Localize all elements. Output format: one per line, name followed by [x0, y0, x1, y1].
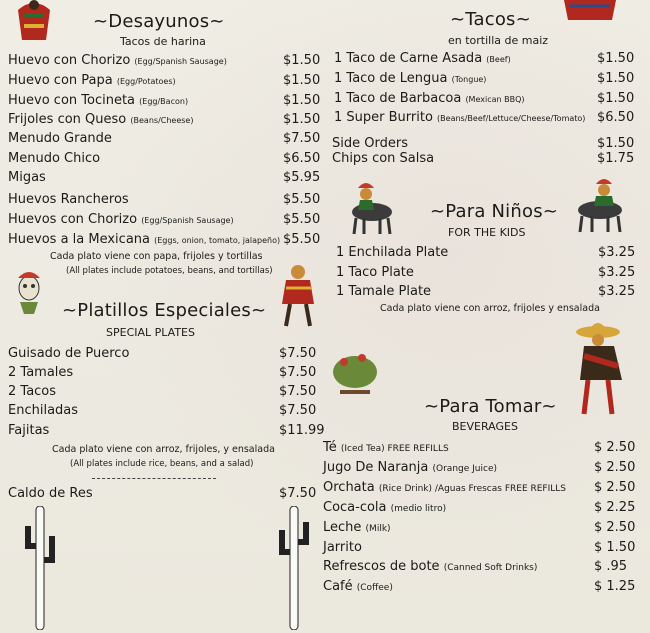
item-price: $3.25	[598, 265, 636, 280]
list-item: Enchiladas	[8, 403, 79, 418]
divider	[92, 478, 216, 479]
list-item: 1 Enchilada Plate	[336, 245, 449, 260]
item-price: $7.50	[279, 403, 317, 418]
item-price: $1.50	[283, 53, 321, 68]
item-price: $5.95	[283, 170, 321, 185]
item-price: $ 1.25	[594, 579, 636, 594]
list-item: Fajitas	[8, 423, 50, 438]
ninos-heading: ~Para Niños~	[430, 201, 559, 222]
tomar-heading: ~Para Tomar~	[424, 396, 557, 417]
item-price: $6.50	[597, 110, 635, 125]
item-price: $1.50	[597, 71, 635, 86]
donkey-rider-illustration-left	[340, 176, 404, 236]
item-price: $3.25	[598, 284, 636, 299]
list-item: Menudo Chico	[8, 151, 101, 166]
list-item: 1 Taco de Lengua (Tongue)	[334, 71, 487, 86]
item-price: $7.50	[279, 365, 317, 380]
item-price: $ 2.25	[594, 500, 636, 515]
item-price: $1.50	[283, 112, 321, 127]
item-price: $5.50	[283, 192, 321, 207]
list-item: 1 Taco Plate	[336, 265, 414, 280]
item-price: $1.50	[283, 93, 321, 108]
folk-dancer-illustration-right	[560, 0, 620, 24]
desayunos-note-english: (All plates include potatoes, beans, and tortillas)	[66, 266, 273, 276]
item-price: $1.50	[597, 91, 635, 106]
list-item: Jugo De Naranja (Orange Juice)	[323, 460, 497, 475]
item-price: $7.50	[279, 486, 317, 501]
especiales-note-english: (All plates include rice, beans, and a salad)	[70, 459, 254, 469]
list-item: 1 Super Burrito (Beans/Beef/Lettuce/Cheese/Tomato)	[334, 110, 586, 125]
item-price: $ 2.50	[594, 480, 636, 495]
list-item: Coca-cola (medio litro)	[323, 500, 447, 515]
list-item: Jarrito	[323, 540, 362, 555]
especiales-subtitle: SPECIAL PLATES	[106, 326, 195, 339]
sombrero-skull-illustration	[10, 268, 48, 316]
item-price: $5.50	[283, 212, 321, 227]
item-price: $1.50	[597, 136, 635, 151]
list-item: Caldo de Res	[8, 486, 93, 501]
item-price: $3.25	[598, 245, 636, 260]
list-item: Huevo con Papa (Egg/Potatoes)	[8, 73, 176, 88]
list-item: 2 Tamales	[8, 365, 74, 380]
item-price: $11.99	[279, 423, 325, 438]
list-item: Huevo con Tocineta (Egg/Bacon)	[8, 93, 189, 108]
item-price: $1.50	[597, 51, 635, 66]
item-price: $ .95	[594, 559, 628, 574]
ninos-subtitle: FOR THE KIDS	[448, 226, 526, 239]
item-price: $ 2.50	[594, 520, 636, 535]
item-price: $7.50	[283, 131, 321, 146]
item-price: $6.50	[283, 151, 321, 166]
list-item: Orchata (Rice Drink) /Aguas Frescas FREE REFILLS	[323, 480, 567, 495]
list-item: Menudo Grande	[8, 131, 112, 146]
saguaro-cactus-illustration-right	[276, 506, 312, 630]
list-item: Té (Iced Tea) FREE REFILLS	[323, 440, 449, 455]
especiales-note: Cada plato viene con arroz, frijoles, y ensalada	[52, 444, 275, 455]
especiales-heading: ~Platillos Especiales~	[62, 300, 267, 321]
desayunos-subtitle: Tacos de harina	[120, 35, 206, 48]
list-item: Guisado de Puerco	[8, 346, 130, 361]
item-price: $7.50	[279, 346, 317, 361]
donkey-rider-illustration-right	[566, 172, 636, 234]
tacos-heading: ~Tacos~	[450, 9, 531, 30]
folk-dancer-illustration	[12, 0, 56, 40]
desayunos-note: Cada plato viene con papa, frijoles y tortillas	[50, 251, 263, 262]
list-item: Café (Coffee)	[323, 579, 393, 594]
list-item: Migas	[8, 170, 46, 185]
item-price: $1.50	[283, 73, 321, 88]
item-price: $5.50	[283, 232, 321, 247]
list-item: 2 Tacos	[8, 384, 57, 399]
item-price: $ 2.50	[594, 440, 636, 455]
item-price: $7.50	[279, 384, 317, 399]
list-item: 1 Taco de Carne Asada (Beef)	[334, 51, 511, 66]
list-item: Refrescos de bote (Canned Soft Drinks)	[323, 559, 538, 574]
list-item: Side Orders	[332, 136, 408, 151]
list-item: Leche (Milk)	[323, 520, 391, 535]
list-item: Chips con Salsa	[332, 151, 435, 166]
list-item: Huevos a la Mexicana (Eggs, onion, tomato, jalapeño)	[8, 232, 281, 247]
list-item: Huevos con Chorizo (Egg/Spanish Sausage)	[8, 212, 234, 227]
list-item: 1 Tamale Plate	[336, 284, 432, 299]
list-item: Huevos Rancheros	[8, 192, 129, 207]
tomar-subtitle: BEVERAGES	[452, 420, 518, 433]
tacos-subtitle: en tortilla de maiz	[448, 34, 549, 47]
ninos-note: Cada plato viene con arroz, frijoles y ensalada	[380, 303, 600, 314]
list-item: Frijoles con Queso (Beans/Cheese)	[8, 112, 194, 127]
list-item: 1 Taco de Barbacoa (Mexican BBQ)	[334, 91, 525, 106]
desayunos-heading: ~Desayunos~	[93, 11, 225, 32]
cactus-illustration-small	[326, 340, 384, 398]
list-item: Huevo con Chorizo (Egg/Spanish Sausage)	[8, 53, 227, 68]
item-price: $ 1.50	[594, 540, 636, 555]
item-price: $ 2.50	[594, 460, 636, 475]
sombrero-man-illustration	[566, 316, 638, 416]
item-price: $1.75	[597, 151, 635, 166]
dancer-with-serape-illustration	[272, 262, 324, 328]
saguaro-cactus-illustration-left	[22, 506, 58, 630]
